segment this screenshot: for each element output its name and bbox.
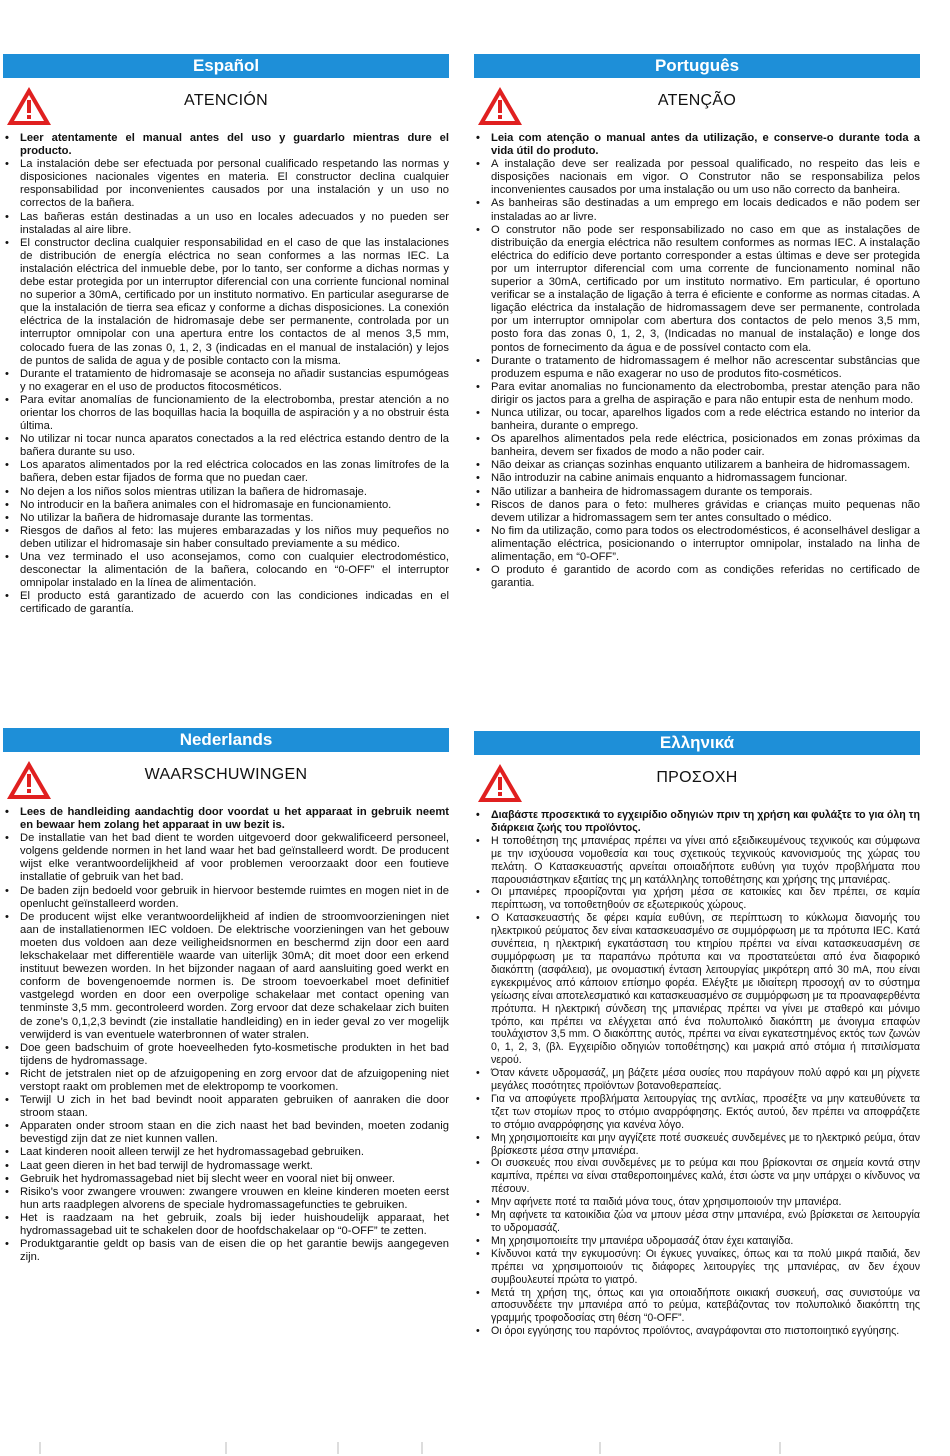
warning-item: • Μη χρησιμοποιείτε την μπανιέρα υδρομασάζ όταν έχει καταιγίδα. (474, 1235, 920, 1248)
section-ellinika (474, 728, 920, 1338)
warning-item: • Laat geen dieren in het bad terwijl de hydromassage werkt. (3, 1160, 449, 1173)
warning-item: • La instalación debe ser efectuada por personal cualificado respetando las normas y disposiciones nacionales vigentes en materia. El constructor declina cualquier responsabilidad por inconvenientes causados por una instalación y un uso no correctos de la bañera. (3, 158, 449, 210)
warning-item: • No fim da utilização, como para todos os electrodomésticos, é aconselhável desligar a alimentação eléctrica, posicionando o interruptor omnipolar, instalado na linha de alimentação, em “0-OFF”. (474, 525, 920, 564)
warning-item: • De producent wijst elke verantwoordelijkheid af indien de stroomvoorzieningen niet aan de installatienormen IEC voldoen. De elektrische voorzieningen van het gebouw moeten dus voldoen aan deze veiligheidsnormen en beschermd zijn door een aard lekschakelaar met differentiële waarde van uiterlijk 30mA; dit moet door een erkend instituut bewezen worden. In het bijzonder nagaan of aard aansluiting goed werkt en conform de bovengenoemde normen is. De stroom toevoerkabel moet definitief vastgelegd worden en door een overpolige schakelaar met contact opening van tenminste 3,5 mm. gecontroleerd worden. Zorg ervoor dat deze schakelaar zich buiten de zone’s 0,1,2,3 bevindt (zie installatie handleiding) en in ieder geval zo ver mogelijk verwijderd is van eventuele waterbronnen of water stralen. (3, 911, 449, 1042)
warning-item: • No utilizar la bañera de hidromasaje durante las tormentas. (3, 512, 449, 525)
warning-item: • Terwijl U zich in het bad bevindt nooit apparaten gebruiken of aanraken die door stroom staan. (3, 1094, 449, 1120)
warning-header (474, 78, 920, 128)
language-bar: Español (3, 54, 449, 78)
warning-item: • Não deixar as crianças sozinhas enquanto utilizarem a banheira de hidromassagem. (474, 459, 920, 472)
warning-item: • Riscos de danos para o feto: mulheres grávidas e crianças muito pequenas não devem utilizar a hidromassagem sem ter antes consultado o médico. (474, 499, 920, 525)
warning-title: WAARSCHUWINGEN (144, 766, 308, 783)
warning-item: • Richt de jetstralen niet op de afzuigopening en zorg ervoor dat de afzuigopening niet verstopt raakt om problemen met de elektropomp te voorkomen. (3, 1068, 449, 1094)
warning-list (3, 806, 449, 1264)
warning-item: • Lees de handleiding aandachtig door voordat u het apparaat in gebruik neemt en bewaar hem zolang het apparaat in uw bezit is. (3, 806, 449, 832)
warning-item: • No dejen a los niños solos mientras utilizan la bañera de hidromasaje. (3, 486, 449, 499)
warning-item: • Doe geen badschuim of grote hoeveelheden fyto-kosmetische produkten in het bad tijdens de hydromassage. (3, 1042, 449, 1068)
warning-item: • Leer atentamente el manual antes del uso y guardarlo mientras dure el producto. (3, 132, 449, 158)
warning-title: ATENCIÓN (184, 92, 268, 109)
warning-list (474, 132, 920, 590)
section-portugues (474, 54, 920, 590)
warning-item: • O produto é garantido de acordo com as condições referidas no certificado de garantia. (474, 564, 920, 590)
warning-item: • De installatie van het bad dient te worden uitgevoerd door gekwalificeerd personeel, volgens geldende normen in het land waar het bad geïnstalleerd wordt. De producent wijst elke verantwoordelijkheid af voor problemen veroorzaakt door een foutieve installatie of gebruik van het bad. (3, 832, 449, 884)
warning-item: • Ο Κατασκευαστής δε φέρει καμία ευθύνη, σε περίπτωση το κύκλωμα διανομής του ηλεκτρικού ρεύματος δεν είναι κατασκευασμένο σε συμμόρφωση με τα πρότυπα IEC. Κατά συνέπεια, η ηλεκτρική εγκατάσταση του κτηρίου πρέπει να είναι κατασκευασμένη σε συμμόρφωση με τα παραπάνω πρότυπα και να προστατεύεται από ένα διαφορικό διακόπτη (ασφάλεια), με ονομαστική ένταση λειτουργίας μικρότερη από 30 mA, που είναι εγκεκριμένος από κάποιον επίσημο φορέα. Ελέγξτε με ιδιαίτερη προσοχή αν το σύστημα γείωσης είναι αποτελεσματικό και κατασκευασμένο σε συμμόρφωση με τα προαναφερθέντα πρότυπα. Η ηλεκτρική σύνδεση της μπανιέρας πρέπει να γίνει με σταθερό και μόνιμο τρόπο, και πρέπει να ελέγχεται από ένα πολυπολικό διακόπτη με άνοιγμα επαφών τουλάχιστον 3,5 mm. Ο διακόπτης αυτός, πρέπει να είναι εγκατεστημένος εκτός των ζωνών 0, 1, 2, 3, (βλ. Εγχειρίδιο οδηγιών τοποθέτησης) και μακριά από στόμια ή πιτσιλίσματα νερού. (474, 912, 920, 1067)
warning-item: • El constructor declina cualquier responsabilidad en el caso de que las instalaciones de distribución de energía eléctrica no sean conformes a las normas IEC. La instalación eléctrica del inmueble debe, por lo tanto, ser conforme a dichas normas y debe estar protegida por un interruptor diferencial con una corriente funcional nominal no superior a 30mA, certificado por un instituto normativo. En particular asegurarse de que la instalación de tierra sea eficaz y conforme a dichas disposiciones. La conexión eléctrica de la instalación de hidromasaje debe ser permanente, controlada por un interruptor omnipolar con una apertura entre los contactos de al menos 3,5 mm, colocado fuera de las zonas 0, 1, 2, 3 (indicadas en el manual de instalación) y lejos de puntos de salida de agua y de posible contacto con la misma. (3, 237, 449, 368)
warning-item: • Nunca utilizar, ou tocar, aparelhos ligados com a rede eléctrica estando no interior da banheira, durante o emprego. (474, 407, 920, 433)
section-espanol (3, 54, 449, 616)
warning-item: • De baden zijn bedoeld voor gebruik in hiervoor bestemde ruimtes en mogen niet in de openlucht geïnstalleerd worden. (3, 885, 449, 911)
warning-item: • Het is raadzaam na het gebruik, zoals bij ieder huishoudelijk apparaat, het hydromassagebad uit te schakelen door de hoofdschakelaar op “0-OFF” te zetten. (3, 1212, 449, 1238)
warning-item: • A instalação deve ser realizada por pessoal qualificado, no respeito das leis e disposições nacionais em vigor. O Construtor não se responsabiliza pelos inconvenientes causados por uma instalação ou um uso não correcto da banheira. (474, 158, 920, 197)
warning-header (3, 752, 449, 802)
warning-item: • Risiko’s voor zwangere vrouwen: zwangere vrouwen en kleine kinderen moeten eerst hun arts raadplegen alvorens de speciale hydromassagefuncties te gebruiken. (3, 1186, 449, 1212)
section-nederlands (3, 728, 449, 1264)
warning-item: • Gebruik het hydromassagebad niet bij slecht weer en vooral niet bij onweer. (3, 1173, 449, 1186)
warning-item: • Μην αφήνετε ποτέ τα παιδιά μόνα τους, όταν χρησιμοποιούν την μπανιέρα. (474, 1196, 920, 1209)
warning-list (3, 132, 449, 616)
warning-item: • Μη αφήνετε τα κατοικίδια ζώα να μπουν μέσα στην μπανιέρα, ενώ βρίσκεται σε λειτουργία το υδρομασάζ. (474, 1209, 920, 1235)
language-bar: Ελληνικά (474, 731, 920, 755)
warning-item: • Los aparatos alimentados por la red eléctrica colocados en las zonas limítrofes de la bañera, deben estar fijados de forma que no puedan caer. (3, 459, 449, 485)
language-bar: Nederlands (3, 728, 449, 752)
warning-title: ATENÇÃO (657, 92, 737, 109)
warning-item: • Μετά τη χρήση της, όπως και για οποιαδήποτε οικιακή συσκευή, σας συνιστούμε να αποσυνδέετε την μπανιέρα από το ρεύμα, κατεβάζοντας τον πολυπολικό διακόπτη της γραμμής τροφοδοσίας στη θέση “0-OFF”. (474, 1287, 920, 1326)
warning-item: • Οι μπανιέρες προορίζονται για χρήση μέσα σε κατοικίες και δεν πρέπει, σε καμία περίπτωση, να τοποθετηθούν σε εξωτερικούς χώρους. (474, 886, 920, 912)
warning-item: • Για να αποφύγετε προβλήματα λειτουργίας της αντλίας, προσέξτε να μην κατευθύνετε τα τζετ των στομίων προς το στόμιο αναρρόφησης. Εκτός αυτού, δεν πρέπει να αποφράζετε το στόμιο αναρρόφησης για κανένα λόγο. (474, 1093, 920, 1132)
crop-marks (0, 1440, 950, 1456)
warning-item: • Una vez terminado el uso aconsejamos, como con cualquier electrodoméstico, desconectar la alimentación de la bañera, colocando en “0-OFF” el interruptor omnipolar instalado en la línea de alimentación. (3, 551, 449, 590)
warning-item: • Durante el tratamiento de hidromasaje se aconseja no añadir sustancias espumógeas y no exagerar en el uso de productos fitocosméticos. (3, 368, 449, 394)
warning-item: • O construtor não pode ser responsabilizado no caso em que as instalações de distribuição da energia eléctrica não resultem conformes as normas IEC. A instalação eléctrica do edifício deve portanto corresponder a estas últimas e deve ser protegida por um interruptor diferencial com uma corrente de funcionamento nominal não superior a 30mA, certificado por um instituto normativo. Em particular, é oportuno verificar se a instalação de ligação à terra é eficiente e conforme as normas citadas. A ligação eléctrica da instalação de hidromassagem deve ser permanente, controlada por um interruptor omnipolar com abertura dos contactos de pelo menos 3,5 mm, posto fora das zonas 0, 1, 2, 3, (Indicadas no manual de instalação) e longe dos pontos de fornecimento da água e de possível contacto com ela. (474, 224, 920, 355)
warning-item: • Apparaten onder stroom staan en die zich naast het bad bevinden, moeten zodanig bevestigd zijn dat ze niet kunnen vallen. (3, 1120, 449, 1146)
warning-item: • Durante o tratamento de hidromassagem é melhor não acrescentar substâncias que produzem espuma e não exagerar no uso de produtos fito-cosméticos. (474, 355, 920, 381)
warning-item: • Não introduzir na cabine animais enquanto a hidromassagem funcionar. (474, 472, 920, 485)
warning-item: • No utilizar ni tocar nunca aparatos conectados a la red eléctrica estando dentro de la bañera durante su uso. (3, 433, 449, 459)
warning-item: • Οι συσκευές που είναι συνδεμένες με το ρεύμα και που βρίσκονται σε σημεία κοντά στην καμπίνα, πρέπει να είναι σταθεροποιημένες καλά, έτσι ώστε να μην υπάρχει ο κίνδυνος να πέσουν. (474, 1157, 920, 1196)
warning-item: • Os aparelhos alimentados pela rede eléctrica, posicionados em zonas próximas da banheira, devem ser fixados de modo a não poder cair. (474, 433, 920, 459)
warning-item: • Κίνδυνοι κατά την εγκυμοσύνη: Οι έγκυες γυναίκες, όπως και τα πολύ μικρά παιδιά, δεν πρέπει να χρησιμοποιούν τις διάφορες λειτουργίες της μπανιέρας, αν δεν έχουν συμβουλευτεί πρώτα το γιατρό. (474, 1248, 920, 1287)
warning-item: • As banheiras são destinadas a um emprego em locais dedicados e não podem ser instaladas ao ar livre. (474, 197, 920, 223)
warning-item: • Para evitar anomalias no funcionamento da electrobomba, prestar atenção para não dirigir os jactos para a grelha de aspiração e para não entupir esta de nenhum modo. (474, 381, 920, 407)
warning-item: • Οι όροι εγγύησης του παρόντος προϊόντος, αναγράφονται στο πιστοποιητικό εγγύησης. (474, 1325, 920, 1338)
warning-item: • Não utilizar a banheira de hidromassagem durante os temporais. (474, 486, 920, 499)
warning-header (3, 78, 449, 128)
warning-item: • Las bañeras están destinadas a un uso en locales adecuados y no pueden ser instaladas al aire libre. (3, 211, 449, 237)
warning-item: • Produktgarantie geldt op basis van de eisen die op het garantie bewijs aangegeven zijn. (3, 1238, 449, 1264)
language-bar: Português (474, 54, 920, 78)
warning-item: • Διαβάστε προσεκτικά το εγχειρίδιο οδηγιών πριν τη χρήση και φυλάξτε το για όλη τη διάρκεια ζωής του προϊόντος. (474, 809, 920, 835)
warning-item: • Όταν κάνετε υδρομασάζ, μη βάζετε μέσα ουσίες που παράγουν πολύ αφρό και μη ρίχνετε μεγάλες ποσότητες προϊόντων βοτανοθεραπείας. (474, 1067, 920, 1093)
warning-item: • Η τοποθέτηση της μπανιέρας πρέπει να γίνει από εξειδικευμένους τεχνικούς και σύμφωνα με την ισχύουσα νομοθεσία και τους σχετικούς τεχνικούς κανονισμούς της χώρας του πελάτη. Ο Κατασκευαστής αρνείται οποιαδήποτε ευθύνη για τυχόν προβλήματα που παρουσιάστηκαν εξαιτίας της μη κατάλληλης τοποθέτησης και χρήσης της μπανιέρας. (474, 835, 920, 887)
warning-item: • No introducir en la bañera animales con el hidromasaje en funcionamiento. (3, 499, 449, 512)
warning-item: • Para evitar anomalías de funcionamiento de la electrobomba, prestar atención a no orientar los chorros de las boquillas hacia la boquilla de aspiración y a no obstruir ésta última. (3, 394, 449, 433)
warning-item: • Leia com atenção o manual antes da utilização, e conserve-o durante toda a vida útil do produto. (474, 132, 920, 158)
warning-list (474, 809, 920, 1338)
warning-item: • Riesgos de daños al feto: las mujeres embarazadas y los niños muy pequeños no deben utilizar el hidromasaje sin haber consultado previamente a su médico. (3, 525, 449, 551)
warning-item: • Μη χρησιμοποιείτε και μην αγγίζετε ποτέ συσκευές συνδεμένες με το ηλεκτρικό ρεύμα, όταν βρίσκεστε μέσα στην μπανιέρα. (474, 1132, 920, 1158)
warning-title: ΠΡΟΣΟΧΗ (656, 769, 738, 786)
warning-header (474, 755, 920, 805)
warning-item: • Laat kinderen nooit alleen terwijl ze het hydromassagebad gebruiken. (3, 1146, 449, 1159)
warning-item: • El producto está garantizado de acuerdo con las condiciones indicadas en el certificado de garantía. (3, 590, 449, 616)
